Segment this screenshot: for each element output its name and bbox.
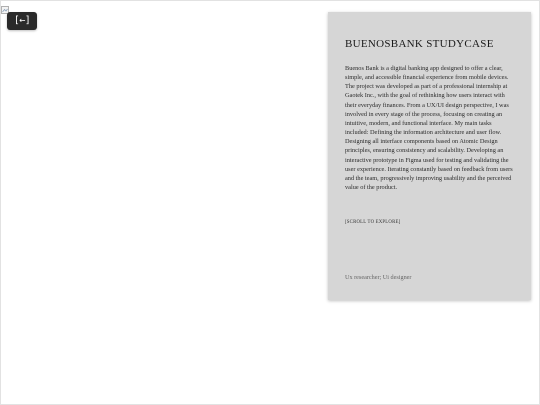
broken-image-icon <box>1 1 9 9</box>
scroll-to-explore-link[interactable]: [SCROLL TO EXPLORE] <box>345 220 401 225</box>
case-study-title: BUENOSBANK STUDYCASE <box>345 38 494 50</box>
case-study-description: Buenos Bank is a digital banking app designed to offer a clear, simple, and accessible financial experience from mobile devices. The project was developed as part of a professional internship at Gaotek Inc., with the goal of rethinking how users interact with their everyday finances. From a UX/UI design perspective, I was involved in every stage of the process, focusing on creating an intuitive, modern, and functional interface. My main tasks included: Defining the information architecture and user flow. Designing all interface components based on Atomic Design principles, ensuring consistency and scalability. Developing an interactive prototype in Figma used for testing and validating the user experience. Iterating constantly based on feedback from users and the team, progressively improving usability and the perceived value of the product. <box>345 65 513 192</box>
back-button[interactable] <box>7 12 37 30</box>
case-study-card <box>328 12 531 300</box>
back-button-label: [←] <box>13 15 31 26</box>
role-credits: Ux researcher; Ui designer <box>345 274 412 281</box>
